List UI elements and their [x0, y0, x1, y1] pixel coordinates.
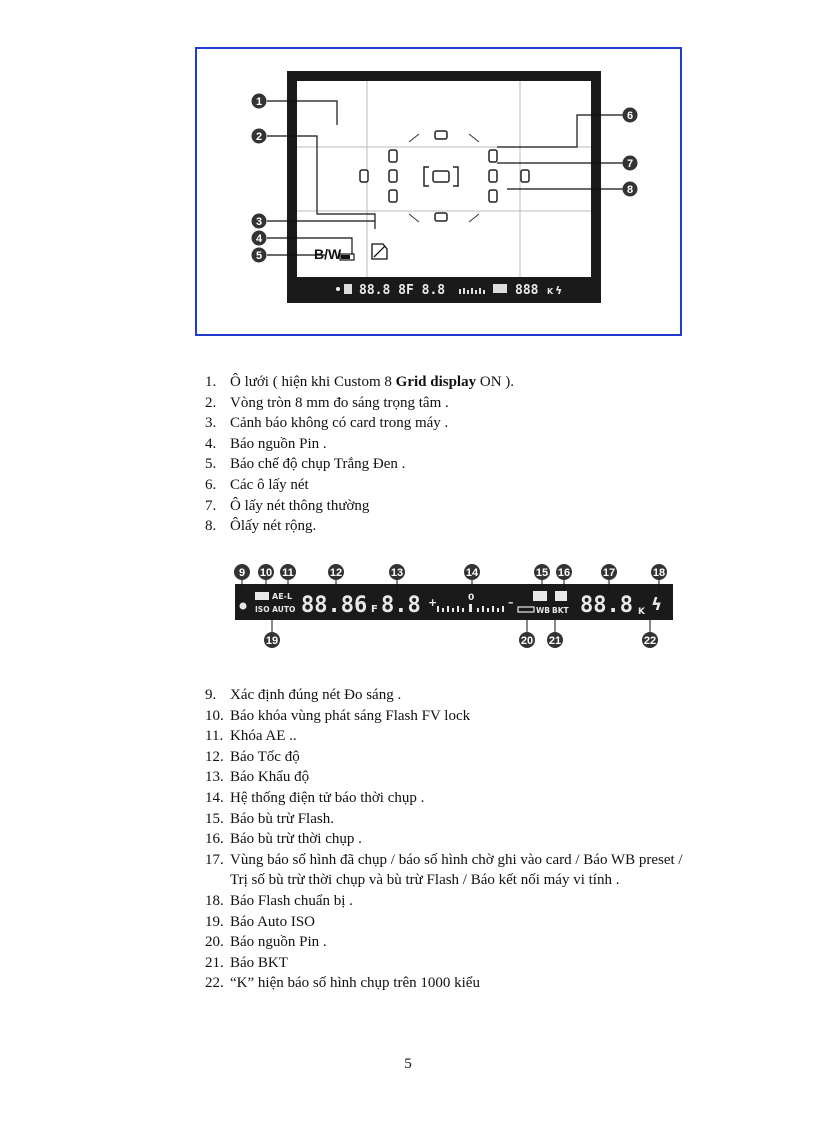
item-number: 17.: [205, 851, 224, 868]
item-text: Báo bù trừ Flash.: [230, 810, 334, 827]
svg-text:20: 20: [520, 635, 534, 647]
item-number: 6.: [205, 476, 217, 493]
svg-text:17: 17: [602, 567, 616, 579]
svg-text:5: 5: [255, 250, 263, 262]
lcd-strip-diagram: [225, 558, 685, 658]
f-label: F: [371, 604, 378, 615]
plus-sign: +: [428, 596, 438, 609]
item-text: Báo chế độ chụp Trắng Đen .: [230, 456, 406, 473]
minus-sign: –: [508, 596, 514, 609]
svg-text:2: 2: [255, 131, 263, 143]
item-number: 10.: [205, 707, 224, 724]
page-number: 5: [404, 1056, 412, 1072]
list-item: [205, 434, 765, 455]
svg-text:8: 8: [626, 184, 634, 196]
item-text-end: ON ).: [476, 374, 515, 390]
list-item: [205, 932, 775, 953]
item-number: 7.: [205, 497, 217, 514]
item-text: Cảnh báo không có card trong máy .: [230, 415, 449, 432]
wb-label: WB: [536, 606, 550, 615]
item-number: 18.: [205, 892, 224, 909]
list-item: [205, 829, 775, 850]
svg-text:K: K: [547, 287, 554, 296]
list-item: [205, 454, 765, 475]
shutter-speed-digits: 88.86: [301, 593, 368, 618]
list-item: [205, 516, 765, 537]
svg-text:18: 18: [652, 567, 666, 579]
item-text: Các ô lấy nét: [230, 476, 309, 493]
item-text: Báo Khẩu độ: [230, 769, 310, 786]
list-item: [205, 393, 765, 414]
list-item: [205, 475, 765, 496]
viewfinder-figure: [195, 47, 682, 336]
svg-text:9: 9: [238, 567, 246, 579]
item-number: 2.: [205, 394, 217, 411]
list-item: [205, 788, 775, 809]
flash-comp-icon: [533, 591, 547, 601]
item-number: 14.: [205, 789, 224, 806]
callouts-right: [623, 108, 638, 197]
item-text: Báo Tốc độ: [230, 748, 300, 765]
svg-text:15: 15: [535, 567, 549, 579]
item-number: 22.: [205, 975, 224, 992]
viewfinder-lcd-digits: 88.8 8F 8.8: [359, 283, 446, 298]
svg-text:ϟ: ϟ: [555, 284, 563, 297]
item-number: 12.: [205, 748, 224, 765]
lcd-callouts-bottom: [264, 632, 658, 648]
item-number: 16.: [205, 831, 224, 848]
svg-text:888: 888: [515, 283, 539, 298]
aperture-digits: 8.8: [381, 593, 421, 618]
svg-text:22: 22: [643, 635, 657, 647]
item-text: Báo Flash chuẩn bị .: [230, 892, 353, 909]
item-number: 3.: [205, 415, 217, 432]
list-item: [205, 372, 765, 393]
item-text: Ô lưới ( hiện khi Custom 8: [230, 374, 396, 390]
viewfinder-diagram: [197, 49, 680, 334]
lcd-strip-figure: [225, 558, 685, 658]
item-number: 5.: [205, 456, 217, 473]
item-number: 8.: [205, 518, 217, 535]
item-text: “K” hiện báo số hình chụp trên 1000 kiểu: [230, 975, 480, 992]
item-text: Khóa AE ..: [230, 728, 297, 745]
svg-text:3: 3: [255, 216, 263, 228]
item-number: 11.: [205, 728, 224, 745]
item-number: 4.: [205, 435, 217, 452]
item-number: 15.: [205, 810, 224, 827]
list-item: [205, 891, 775, 912]
item-text: Báo BKT: [230, 954, 288, 971]
list-item: [205, 912, 775, 933]
list-item: [205, 706, 775, 727]
svg-text:19: 19: [265, 635, 279, 647]
lcd-callouts-top: [234, 564, 667, 580]
fv-lock-icon: [255, 592, 269, 600]
svg-text:4: 4: [255, 233, 263, 245]
svg-text:13: 13: [390, 567, 404, 579]
item-number: 21.: [205, 954, 224, 971]
svg-text:14: 14: [465, 567, 479, 579]
list-item: [205, 496, 765, 517]
viewfinder-legend-list: [205, 372, 765, 537]
item-number: 19.: [205, 913, 224, 930]
item-text: Báo khóa vùng phát sáng Flash FV lock: [230, 707, 471, 724]
item-text: Xác định đúng nét Đo sáng .: [230, 687, 402, 703]
item-number: 13.: [205, 769, 224, 786]
item-bold-text: Grid display: [395, 374, 477, 390]
svg-text:1: 1: [255, 96, 263, 108]
list-item: [205, 767, 775, 788]
item-text: Báo Auto ISO: [230, 913, 316, 930]
item-text: Báo nguồn Pin .: [230, 435, 327, 452]
item-text: Báo bù trừ thời chụp .: [230, 831, 362, 848]
callouts-left: [252, 94, 267, 263]
focus-indicator-icon: [240, 603, 247, 610]
bkt-label: BKT: [552, 606, 569, 615]
k-label: K: [638, 607, 645, 617]
svg-text:21: 21: [548, 635, 562, 647]
item-number: 1.: [205, 374, 217, 390]
flash-ready-icon: ϟ: [651, 595, 663, 615]
item-text: Vùng báo số hình đã chụp / báo số hình chờ ghi vào card / Báo WB preset /: [230, 851, 683, 868]
list-item: [205, 685, 775, 706]
exposure-comp-icon: [555, 591, 567, 601]
list-item: [205, 850, 775, 891]
iso-auto-label: ISO AUTO: [255, 605, 296, 614]
svg-text:16: 16: [557, 567, 571, 579]
list-item: [205, 747, 775, 768]
item-text: Hệ thống điện tử báo thời chụp .: [230, 789, 425, 806]
frame-count-digits: 88.8: [580, 593, 633, 618]
svg-text:11: 11: [282, 567, 294, 579]
zero-mark: 0: [468, 593, 475, 603]
item-number: 9.: [205, 687, 217, 703]
item-number: 20.: [205, 934, 224, 951]
item-text-continued: Trị số bù trừ thời chụp và bù trừ Flash / Báo kết nối máy vi tính .: [230, 872, 620, 889]
list-item: [205, 809, 775, 830]
lcd-legend-list: [205, 685, 775, 994]
svg-text:12: 12: [329, 567, 343, 579]
svg-text:6: 6: [626, 110, 634, 122]
ae-lock-label: AE-L: [272, 592, 293, 601]
bw-mode-label: B/W: [314, 246, 342, 262]
list-item: [205, 413, 765, 434]
svg-text:7: 7: [626, 158, 634, 170]
list-item: [205, 953, 775, 974]
item-text: Báo nguồn Pin .: [230, 934, 327, 951]
list-item: [205, 973, 775, 994]
item-text: Vòng tròn 8 mm đo sáng trọng tâm .: [230, 394, 449, 411]
list-item: [205, 726, 775, 747]
item-text: Ôlấy nét rộng.: [230, 518, 317, 535]
svg-text:10: 10: [259, 567, 273, 579]
item-text: Ô lấy nét thông thường: [230, 497, 370, 514]
